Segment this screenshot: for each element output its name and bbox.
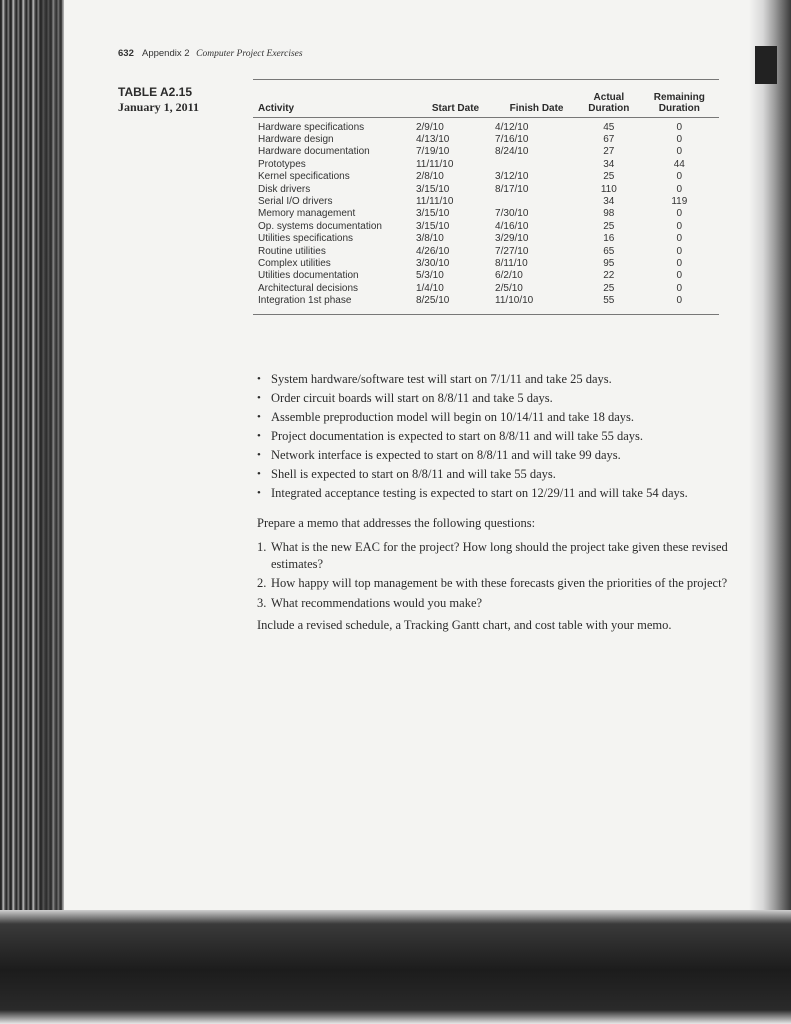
cell-activity: Complex utilities: [258, 257, 331, 269]
cell-finish: [495, 159, 578, 171]
col-start-date: Start Date: [416, 80, 495, 117]
table-row: [253, 208, 719, 220]
table-row: [253, 258, 719, 270]
cell-remaining: 0: [676, 220, 683, 232]
cell-finish: 7/27/10: [495, 245, 529, 257]
cell-remaining: 0: [676, 121, 683, 133]
cell-remaining: 0: [676, 233, 683, 245]
table-number: TABLE A2.15: [118, 85, 193, 99]
cell-start: 2/8/10: [415, 171, 444, 183]
cell-remaining: 0: [676, 295, 683, 307]
cell-remaining: 0: [676, 171, 683, 183]
cell-start: 4/13/10: [415, 133, 450, 145]
cell-start: 3/15/10: [415, 220, 450, 232]
question-text: How happy will top management be with these forecasts given the priorities of the project?: [271, 576, 728, 590]
cell-activity: Op. systems documentation: [258, 220, 382, 232]
cell-finish: [495, 196, 578, 208]
cell-remaining: 0: [676, 146, 683, 158]
cell-actual: 27: [603, 146, 615, 158]
cell-actual: 25: [603, 220, 615, 232]
cell-remaining: 0: [676, 282, 683, 294]
cell-remaining: 0: [676, 257, 683, 269]
cell-remaining: 0: [676, 245, 683, 257]
cell-activity: Architectural decisions: [258, 282, 359, 294]
cell-start: 3/15/10: [415, 183, 450, 195]
cell-finish: 6/2/10: [495, 270, 523, 282]
table-row: [253, 184, 719, 196]
cell-finish: 4/16/10: [495, 220, 529, 232]
table-row: [253, 134, 719, 146]
cell-actual: 65: [603, 245, 615, 257]
col-actual-line2: Duration: [588, 102, 630, 114]
cell-actual: 25: [603, 282, 615, 294]
cell-start: 3/30/10: [415, 257, 450, 269]
col-activity: Activity: [253, 80, 416, 117]
cell-actual: 95: [603, 257, 615, 269]
table-row: [253, 146, 719, 158]
activity-table: [253, 79, 719, 315]
col-actual-line1: Actual: [593, 91, 625, 103]
question-text: What recommendations would you make?: [271, 595, 483, 610]
table-row: [253, 233, 719, 245]
question-item: [257, 595, 737, 612]
cell-start: 4/26/10: [415, 245, 450, 257]
cell-remaining: 0: [676, 208, 683, 220]
cell-activity: Kernel specifications: [258, 171, 350, 183]
bullet-item: • Network interface is expected to start on 8/8/11 and will take 99 days.: [257, 446, 737, 465]
include-instruction: Include a revised schedule, a Tracking Gantt chart, and cost table with your memo.: [257, 618, 672, 632]
cell-finish: 11/10/10: [495, 295, 534, 307]
cell-actual: 55: [603, 295, 615, 307]
cell-activity: Serial I/O drivers: [258, 195, 333, 207]
cell-activity: Hardware documentation: [258, 146, 370, 158]
page-number: 632: [118, 48, 134, 59]
cell-actual: 110: [600, 183, 617, 195]
cell-start: 8/25/10: [415, 295, 450, 307]
table-header-row: [253, 80, 719, 117]
bullet-item: • Assemble preproduction model will begin on 10/14/11 and take 18 days.: [257, 408, 737, 427]
cell-remaining: 0: [676, 183, 683, 195]
bullet-item: • Shell is expected to start on 8/8/11 and will take 55 days.: [257, 465, 737, 484]
question-item: [257, 575, 737, 592]
question-list: [257, 539, 737, 611]
cell-activity: Utilities specifications: [258, 233, 354, 245]
cell-actual: 45: [603, 121, 615, 133]
cell-finish: 7/16/10: [495, 133, 529, 145]
cell-actual: 67: [603, 133, 615, 145]
table-row: [253, 295, 719, 313]
cell-finish: 8/11/10: [495, 257, 528, 269]
cell-start: 7/19/10: [415, 146, 450, 158]
cell-start: 3/15/10: [415, 208, 450, 220]
section-name: Appendix 2: [141, 48, 190, 59]
cell-activity: Integration 1st phase: [258, 295, 352, 307]
cell-finish: 7/30/10: [495, 208, 529, 220]
col-actual-duration: [578, 80, 640, 117]
question-item: [257, 539, 737, 572]
page-tab-marker: [755, 46, 777, 84]
cell-finish: 2/5/10: [495, 282, 523, 294]
question-number: 1.: [257, 540, 267, 554]
cell-actual: 34: [603, 195, 615, 207]
table-row: [253, 221, 719, 233]
table-row: [253, 283, 719, 295]
col-finish-date: Finish Date: [495, 80, 578, 117]
cell-remaining: 44: [673, 158, 685, 170]
cell-activity: Hardware design: [258, 133, 334, 145]
book-page: [64, 0, 754, 910]
cell-start: 11/11/10: [415, 195, 454, 207]
bullet-item: • Project documentation is expected to start on 8/8/11 and will take 55 days.: [257, 427, 737, 446]
col-remaining-line1: Remaining: [653, 91, 705, 103]
cell-finish: 8/24/10: [495, 146, 529, 158]
table-row: [253, 117, 719, 134]
cell-start: 3/8/10: [415, 233, 444, 245]
cell-finish: 3/29/10: [495, 233, 529, 245]
book-spine-shadow: [0, 0, 64, 1024]
cell-start: 1/4/10: [415, 282, 444, 294]
cell-start: 5/3/10: [415, 270, 444, 282]
running-head: [118, 48, 303, 59]
bullet-item: • Order circuit boards will start on 8/8/11 and take 5 days.: [257, 389, 737, 408]
exercise-text: [257, 370, 737, 635]
cell-activity: Hardware specifications: [258, 121, 365, 133]
running-title: Computer Project Exercises: [196, 49, 303, 59]
page-bottom-edge: [0, 910, 791, 1024]
cell-actual: 16: [603, 233, 615, 245]
col-remaining-duration: [640, 80, 719, 117]
cell-remaining: 0: [676, 270, 683, 282]
question-number: 3.: [257, 595, 267, 610]
cell-actual: 34: [603, 158, 615, 170]
bullet-item: • Integrated acceptance testing is expected to start on 12/29/11 and will take 54 days.: [257, 484, 737, 503]
cell-remaining: 119: [671, 195, 688, 207]
prepare-instruction: Prepare a memo that addresses the following questions:: [257, 516, 536, 530]
table-row: [253, 270, 719, 282]
question-text: What is the new EAC for the project? How long should the project take given these revised estimates?: [271, 540, 728, 571]
cell-activity: Disk drivers: [258, 183, 311, 195]
cell-actual: 22: [603, 270, 615, 282]
table-label: [118, 85, 199, 115]
cell-finish: 8/17/10: [495, 183, 529, 195]
cell-activity: Prototypes: [258, 158, 306, 170]
cell-activity: Memory management: [258, 208, 356, 220]
question-number: 2.: [257, 576, 267, 590]
table-row: [253, 159, 719, 171]
table-date: January 1, 2011: [118, 100, 200, 114]
table-row: [253, 246, 719, 258]
cell-remaining: 0: [676, 133, 683, 145]
col-remaining-line2: Duration: [658, 102, 700, 114]
cell-activity: Utilities documentation: [258, 270, 359, 282]
page-right-edge: [749, 0, 791, 1010]
cell-activity: Routine utilities: [258, 245, 326, 257]
forecast-bullet-list: [257, 370, 737, 503]
cell-start: 2/9/10: [415, 121, 444, 133]
cell-finish: 3/12/10: [495, 171, 529, 183]
table-row: [253, 171, 719, 183]
cell-actual: 25: [603, 171, 615, 183]
bullet-item: • System hardware/software test will start on 7/1/11 and take 25 days.: [257, 370, 737, 389]
cell-start: 11/11/10: [415, 158, 454, 170]
cell-finish: 4/12/10: [495, 121, 529, 133]
table-row: [253, 196, 719, 208]
cell-actual: 98: [603, 208, 615, 220]
